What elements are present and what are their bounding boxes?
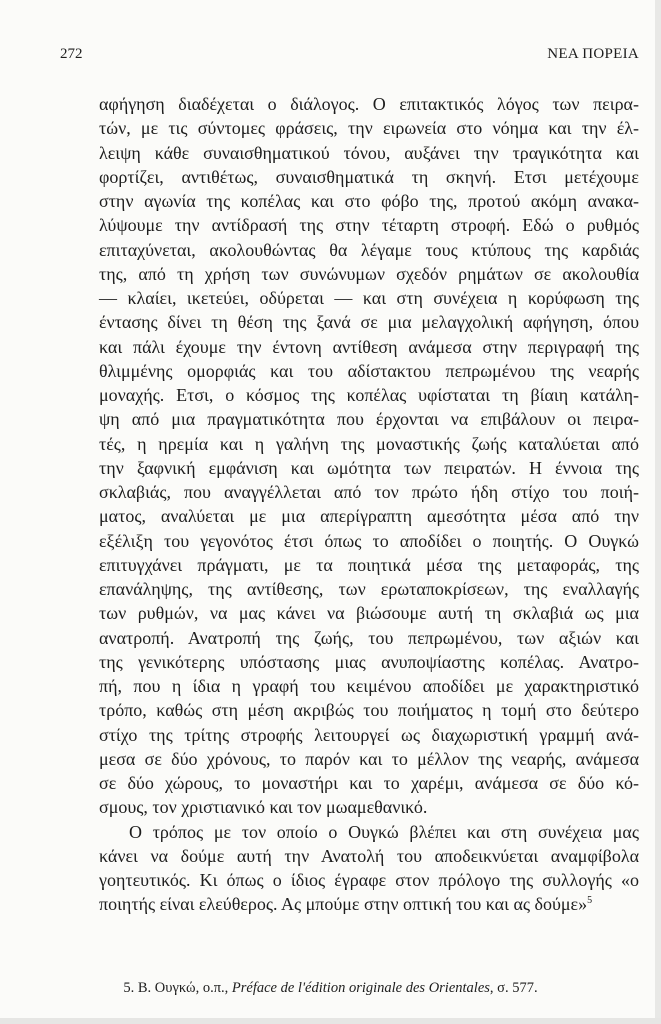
text-line: [99, 335, 639, 359]
text-line: [99, 310, 639, 334]
text-line-content: τών, με τις σύντομες φράσεις, την ειρωνεία στο νόημα και την έλ-: [99, 118, 639, 139]
text-line: [99, 407, 639, 431]
text-line: [99, 504, 639, 528]
text-line: [99, 238, 639, 262]
text-line: [99, 795, 639, 819]
text-line-content: τές, η ηρεμία και η γαλήνη της μοναστικής ζωής καταλύεται από: [99, 433, 639, 454]
text-line-content: πή, που η ίδια η γραφή του κειμένου αποδίδει με χαρακτηριστικό: [99, 676, 639, 696]
text-line: [99, 262, 639, 286]
text-line-content: ψη από μια πραγματικότητα που έρχονται να επιβάλουν οι πειρα-: [99, 409, 639, 430]
text-line-content: — κλαίει, ικετεύει, οδύρεται — και στη συνέχεια η κορύφωση της: [99, 288, 639, 308]
body-text: [99, 92, 639, 917]
scan-edge: [0, 1018, 661, 1024]
text-line: [99, 650, 639, 674]
text-line: [99, 92, 639, 116]
text-line: [99, 116, 639, 140]
text-line-content: της γενικότερης υπόστασης μιας ανυποψίαστης κοπέλας. Ανατρο-: [99, 651, 639, 672]
text-line-content: θλιμμένης ομορφιάς και του αδίστακτου πεπρωμένου της νεαρής: [99, 360, 639, 381]
text-line: [99, 213, 639, 237]
text-line-content: στίχο της τρίτης στροφής λειτουργεί ως διαχωριστική γραμμή ανά-: [99, 724, 639, 745]
footnote-title: Préface de l'édition originale des Orientales: [231, 980, 490, 996]
page-number: 272: [60, 46, 83, 62]
text-line-content: στην αγωνία της κοπέλας και στο φόβο της, προτού ακόμη ανακα-: [99, 191, 639, 211]
text-line: [99, 626, 639, 650]
text-line: [99, 141, 639, 165]
text-line-content: σε δύο χώρους, το μοναστήρι και το χαρέμι, ανάμεσα σε δύο κό-: [99, 773, 639, 793]
text-line: [99, 456, 639, 480]
text-line-content: σκλαβιάς, που αναγγέλλεται από τον πρώτο ήδη στίχο του ποιή-: [99, 482, 639, 502]
text-line-content: τρόπο, καθώς στη μέση ακριβώς του ποιήματος η τομή στο δεύτερο: [99, 700, 639, 721]
text-line: [99, 189, 639, 213]
text-line: [99, 820, 639, 844]
footnote: [0, 980, 661, 997]
text-line: [99, 165, 639, 189]
text-line-content: μοναχής. Ετσι, ο κόσμος της κοπέλας υφίσταται τη βίαιη κατάλη-: [99, 385, 639, 405]
text-line-content: της, από τη χρήση των συνώνυμων σχεδόν ρημάτων σε ακολουθία: [99, 263, 639, 284]
text-line: [99, 747, 639, 771]
text-line-content: μεσα σε δύο χρόνους, το παρόν και το μέλλον της νεαρής, ανάμεσα: [99, 748, 639, 769]
text-line: [99, 359, 639, 383]
text-line: [99, 383, 639, 407]
text-line-content: λύψουμε την αντίδρασή της στην τέταρτη στροφή. Εδώ ο ρυθμός: [99, 215, 639, 236]
text-line-content: επιτυγχάνει πράγματι, με τα ποιητικά μέσα της μεταφοράς, της: [99, 554, 639, 575]
text-line-content: αφήγηση διαδέχεται ο διάλογος. Ο επιτακτικός λόγος των πειρα-: [99, 94, 639, 114]
text-line-content: εξέλιξη του γεγονότος έτσι όπως το αποδίδει ο ποιητής. Ο Ουγκώ: [99, 530, 639, 551]
text-line: [99, 674, 639, 698]
text-line-content: και πάλι έχουμε την έντονη αντίθεση ανάμεσα στην περιγραφή της: [99, 336, 639, 357]
text-line-content: λειψη κάθε συναισθηματικού τόνου, αυξάνει την τραγικότητα και: [99, 142, 639, 163]
text-line: [99, 698, 639, 722]
text-line-content: κάνει να δούμε αυτή την Ανατολή του αποδεικνύεται αναμφίβολα: [99, 845, 639, 866]
text-line: [99, 553, 639, 577]
text-line-content: ποιητής είναι ελεύθερος. Ας μπούμε στην οπτική του και ας δούμε»: [99, 894, 588, 915]
text-line: [99, 286, 639, 310]
footnote-prefix: 5. Β. Ουγκώ, ο.π.,: [123, 980, 232, 996]
text-line: [99, 868, 639, 892]
text-line: [99, 529, 639, 553]
text-line-content: ματος, αναλύεται με μια απερίγραπτη αμεσότητα μέσα από την: [99, 506, 639, 527]
paragraph: [99, 92, 639, 820]
text-line-content: ανατροπή. Ανατροπή της ζωής, του πεπρωμένου, των αξιών και: [99, 627, 639, 648]
text-line-content: την ξαφνική εμφάνιση και ωμότητα των πειρατών. Η έννοια της: [99, 457, 639, 478]
text-line: [99, 601, 639, 625]
running-title: ΝΕΑ ΠΟΡΕΙΑ: [547, 46, 639, 62]
text-line: [99, 844, 639, 868]
paragraph: [99, 820, 639, 917]
text-line-content: φορτίζει, αντιθέτως, συναισθηματικά τη σκηνή. Ετσι μετέχουμε: [99, 166, 639, 187]
text-line-content: των ρυθμών, να μας κάνει να βιώσουμε αυτή τη σκλαβιά ως μια: [99, 603, 639, 624]
text-line: [99, 892, 639, 916]
text-line: [99, 723, 639, 747]
text-line: [99, 577, 639, 601]
text-line: [99, 432, 639, 456]
text-line-content: σμους, τον χριστιανικό και τον μωαμεθανικό.: [99, 797, 428, 818]
text-line-content: Ο τρόπος με τον οποίο ο Ουγκώ βλέπει και στη συνέχεια μας: [129, 821, 639, 842]
text-line: [99, 771, 639, 795]
text-line: [99, 480, 639, 504]
text-line-content: έντασης δίνει τη θέση της ξανά σε μια μελαγχολική αφήγηση, όπου: [99, 312, 639, 333]
text-line-content: επανάληψης, της αντίθεσης, των ερωταποκρίσεων, της εναλλαγής: [99, 579, 639, 599]
footnote-suffix: , σ. 577.: [489, 980, 538, 996]
footnote-reference: 5: [587, 895, 593, 907]
text-line-content: επιταχύνεται, ακολουθώντας θα λέγαμε τους κτύπους της καρδιάς: [99, 239, 639, 260]
scan-edge: [655, 0, 661, 1024]
text-line-content: γοητευτικός. Κι όπως ο ίδιος έγραφε στον πρόλογο της συλλογής «ο: [99, 870, 639, 890]
